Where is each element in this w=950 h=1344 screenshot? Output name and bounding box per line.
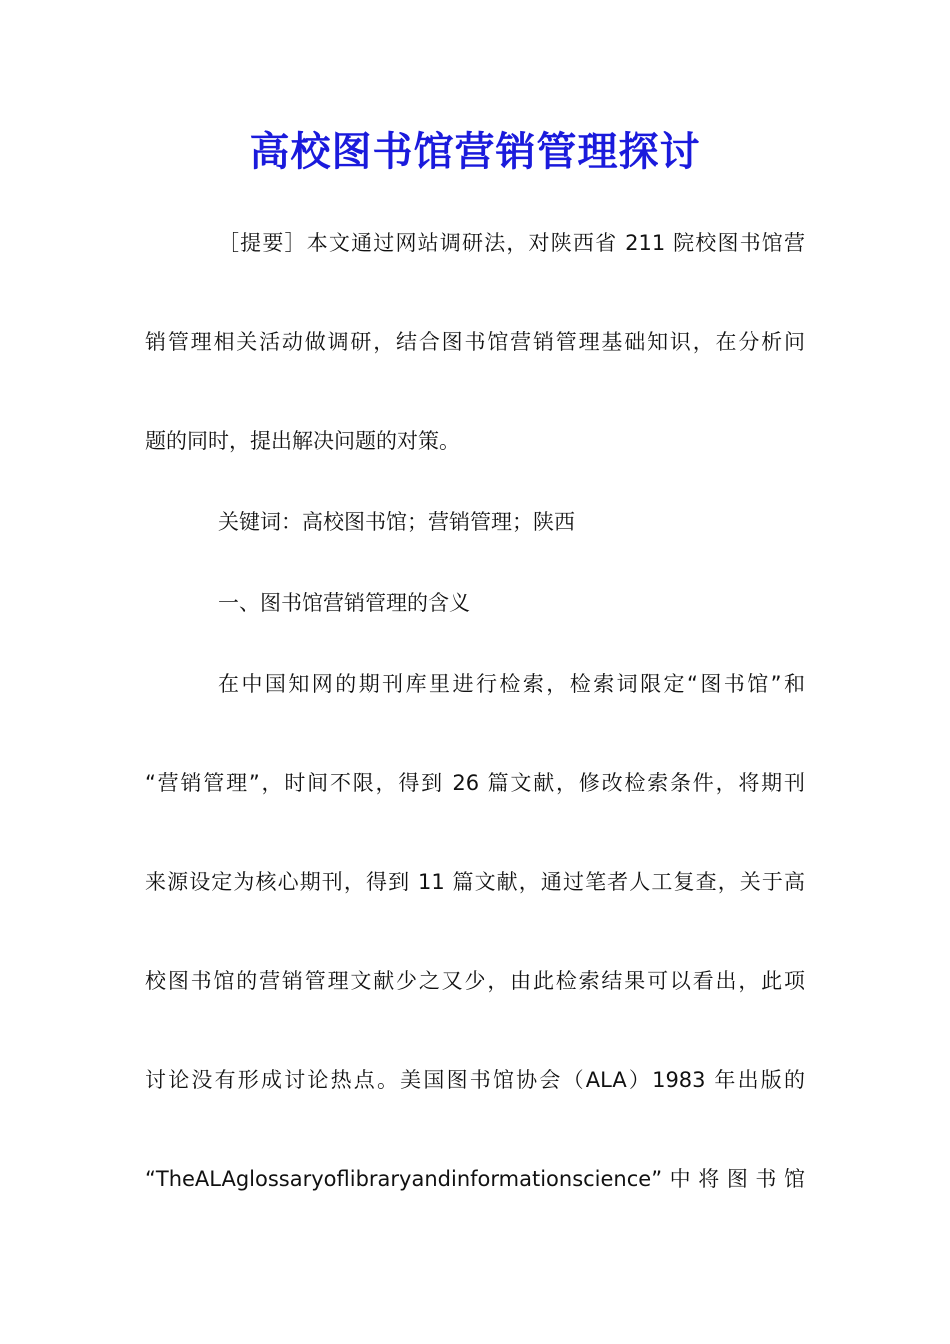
keywords-line: 关键词：高校图书馆；营销管理；陕西 — [218, 510, 575, 534]
abstract-line-2: 销管理相关活动做调研，结合图书馆营销管理基础知识，在分析问 — [145, 330, 805, 354]
body-line-2: “营销管理”，时间不限，得到 26 篇文献，修改检索条件，将期刊 — [145, 771, 805, 795]
abstract-line-3: 题的同时，提出解决问题的对策。 — [145, 429, 460, 453]
body-line-5: 讨论没有形成讨论热点。美国图书馆协会（ALA）1983 年出版的 — [145, 1068, 805, 1092]
body-line-3: 来源设定为核心期刊，得到 11 篇文献，通过笔者人工复查，关于高 — [145, 870, 805, 894]
body-line-4: 校图书馆的营销管理文献少之又少，由此检索结果可以看出，此项 — [145, 969, 805, 993]
body-line-1: 在中国知网的期刊库里进行检索，检索词限定“图书馆”和 — [218, 672, 805, 696]
abstract-line-1: ［提要］本文通过网站调研法，对陕西省 211 院校图书馆营 — [218, 231, 805, 255]
document-title: 高校图书馆营销管理探讨 — [249, 128, 701, 175]
body-line-6: “TheALAglossaryoflibraryandinformationscience”中将图书馆 — [145, 1167, 805, 1191]
section-heading: 一、图书馆营销管理的含义 — [218, 591, 470, 615]
